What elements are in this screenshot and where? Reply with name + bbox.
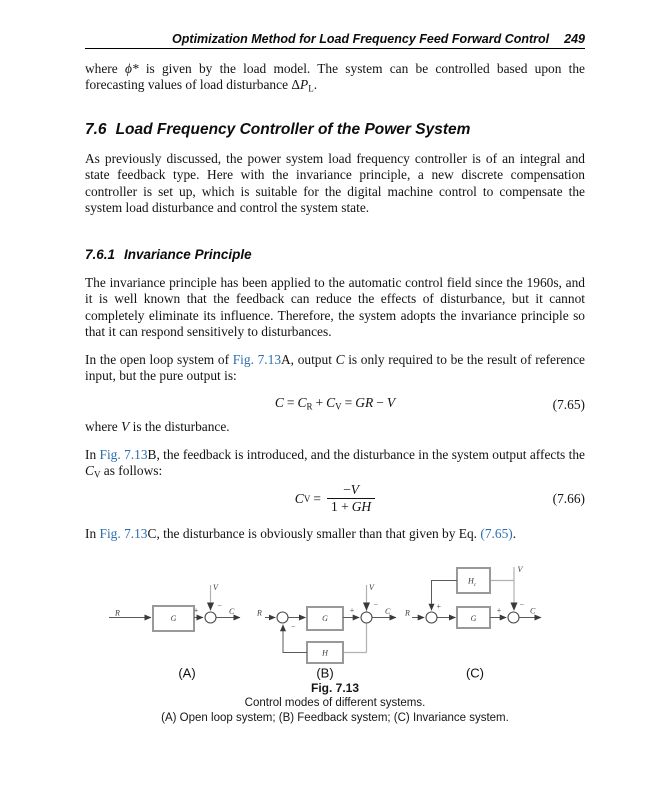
page-number: 249 bbox=[564, 32, 585, 46]
label-R: R bbox=[405, 608, 410, 618]
summing-junction bbox=[205, 612, 216, 623]
eq-var: GR bbox=[355, 395, 374, 410]
label-V: V bbox=[213, 583, 218, 592]
label-H: H bbox=[322, 648, 328, 658]
figure-caption bbox=[85, 681, 585, 726]
eq-operator: 1 + bbox=[330, 499, 349, 514]
panel-label-A: (A) bbox=[178, 665, 196, 681]
running-head bbox=[85, 32, 585, 46]
label-V: V bbox=[369, 583, 374, 592]
text: as follows: bbox=[100, 463, 163, 479]
paragraph-intro bbox=[85, 61, 585, 97]
subsection-number: 7.6.1 bbox=[85, 247, 116, 262]
label-Hc-base: H bbox=[468, 576, 474, 586]
plus-sign: + bbox=[349, 606, 355, 615]
eq-denominator bbox=[327, 498, 375, 514]
eq-fraction bbox=[327, 483, 375, 514]
diagram-invariance bbox=[404, 565, 541, 681]
eq-numerator bbox=[327, 483, 375, 498]
minus-sign: − bbox=[291, 622, 296, 632]
equation-reference-link[interactable]: (7.65) bbox=[480, 526, 513, 541]
summing-junction bbox=[508, 612, 519, 623]
summing-junction bbox=[426, 612, 437, 623]
equation-number: (7.66) bbox=[552, 490, 585, 506]
eq-var: C bbox=[326, 395, 336, 410]
label-G: G bbox=[170, 614, 177, 623]
plus-sign: + bbox=[496, 606, 502, 615]
plus-sign: + bbox=[193, 606, 199, 615]
section-number: 7.6 bbox=[85, 121, 107, 138]
section-title: Load Frequency Controller of the Power System bbox=[115, 121, 471, 138]
label-R: R bbox=[257, 608, 262, 618]
text: In bbox=[85, 526, 100, 541]
text: where bbox=[85, 419, 122, 434]
paragraph-invariance-result bbox=[85, 526, 585, 542]
var-V: V bbox=[121, 419, 130, 434]
paragraph-open-loop bbox=[85, 352, 585, 385]
plus-sign: + bbox=[436, 602, 442, 611]
panel-label-C: (C) bbox=[465, 665, 485, 681]
eq-var: C bbox=[297, 395, 307, 410]
figure-caption-line2: (A) Open loop system; (B) Feedback system; (C) Invariance system. bbox=[161, 712, 509, 724]
eq-operator: + bbox=[315, 395, 324, 410]
text: . bbox=[512, 526, 517, 541]
equation-number: (7.65) bbox=[552, 396, 585, 412]
minus-sign: − bbox=[373, 600, 379, 610]
summing-junction bbox=[361, 612, 372, 623]
paragraph-where-v bbox=[85, 419, 585, 435]
eq-var: C bbox=[294, 490, 304, 506]
text: is given by the load model. The system can be controlled based upon the forecasting values of load disturbance bbox=[85, 61, 585, 93]
eq-operator: = bbox=[286, 395, 295, 410]
eq-body bbox=[295, 483, 375, 514]
header-rule bbox=[85, 48, 585, 49]
label-C: C bbox=[385, 607, 391, 616]
text: is the disturbance. bbox=[129, 419, 230, 434]
feedforward-line bbox=[432, 581, 458, 611]
section-heading-7-6 bbox=[85, 121, 470, 139]
var-P: P bbox=[300, 77, 309, 93]
label-C: C bbox=[530, 606, 536, 616]
eq-operator: = bbox=[313, 490, 321, 506]
diagram-feedback bbox=[256, 583, 396, 681]
var-C: C bbox=[85, 463, 94, 479]
label-C: C bbox=[229, 607, 235, 616]
diagram-open-loop bbox=[109, 583, 240, 681]
paragraph-invariance: The invariance principle has been applied to the automatic control field since the 1960s, and it is well known that the feedback can reduce the effects of disturbance, but it cannot completely eliminate its influence. Therefore, the system adopts the invariance principle so that it can respond sensitively to disturbances. bbox=[85, 275, 585, 340]
text: where bbox=[85, 61, 125, 76]
minus-sign: − bbox=[217, 601, 223, 611]
equation-7-65 bbox=[85, 394, 585, 416]
text: C, the disturbance is obviously smaller than that given by Eq. bbox=[147, 526, 481, 541]
summing-junction bbox=[277, 612, 288, 623]
delta-symbol: Δ bbox=[291, 77, 300, 93]
eq-var: GH bbox=[351, 499, 372, 514]
text: is only required to be the result of reference input, but the pure output is: bbox=[85, 352, 585, 384]
eq-var: V bbox=[350, 482, 359, 497]
eq-operator: = bbox=[344, 395, 353, 410]
figure-caption-title: Fig. 7.13 bbox=[310, 681, 360, 695]
eq-operator: − bbox=[376, 395, 384, 410]
label-G: G bbox=[322, 614, 328, 623]
figure-reference-link[interactable]: Fig. 7.13 bbox=[232, 352, 282, 367]
figure-caption-line1: Control modes of different systems. bbox=[244, 697, 426, 709]
eq-var: C bbox=[274, 395, 284, 410]
text: . bbox=[313, 77, 318, 93]
phi-symbol: ϕ* bbox=[124, 61, 139, 76]
text: B, the feedback is introduced, and the disturbance in the system output affects the bbox=[147, 447, 585, 462]
eq-subscript: V bbox=[335, 401, 342, 412]
text: In bbox=[85, 447, 100, 462]
eq-subscript: V bbox=[303, 493, 311, 504]
label-R: R bbox=[115, 608, 120, 618]
eq-subscript: R bbox=[306, 401, 313, 412]
panel-label-B: (B) bbox=[316, 665, 334, 681]
label-V: V bbox=[517, 565, 523, 574]
eq-operator: − bbox=[343, 482, 351, 497]
figure-reference-link[interactable]: Fig. 7.13 bbox=[99, 526, 148, 541]
sub-L: L bbox=[308, 83, 314, 94]
figure-reference-link[interactable]: Fig. 7.13 bbox=[99, 447, 148, 462]
paragraph-feedback bbox=[85, 447, 585, 483]
text: In the open loop system of bbox=[85, 352, 233, 367]
var-C: C bbox=[335, 352, 345, 367]
running-head-title: Optimization Method for Load Frequency Feed Forward Control bbox=[172, 32, 550, 46]
text: A, output bbox=[281, 352, 336, 367]
figure-7-13 bbox=[95, 558, 585, 683]
equation-7-66 bbox=[85, 483, 585, 514]
paragraph-section-intro: As previously discussed, the power system load frequency controller is of an integral and state feedback type. Here with the invariance principle, a new discrete compensation controller is set up, which is suitable for the digital machine control to compensate the system load disturbance and control the system state. bbox=[85, 151, 585, 216]
subsection-title: Invariance Principle bbox=[124, 247, 252, 262]
subsection-heading-7-6-1 bbox=[85, 247, 252, 262]
eq-var: V bbox=[386, 395, 396, 410]
minus-sign: − bbox=[519, 600, 525, 610]
label-Hc-sub: c bbox=[473, 582, 477, 588]
sub-V: V bbox=[93, 469, 101, 480]
label-G: G bbox=[470, 614, 477, 623]
